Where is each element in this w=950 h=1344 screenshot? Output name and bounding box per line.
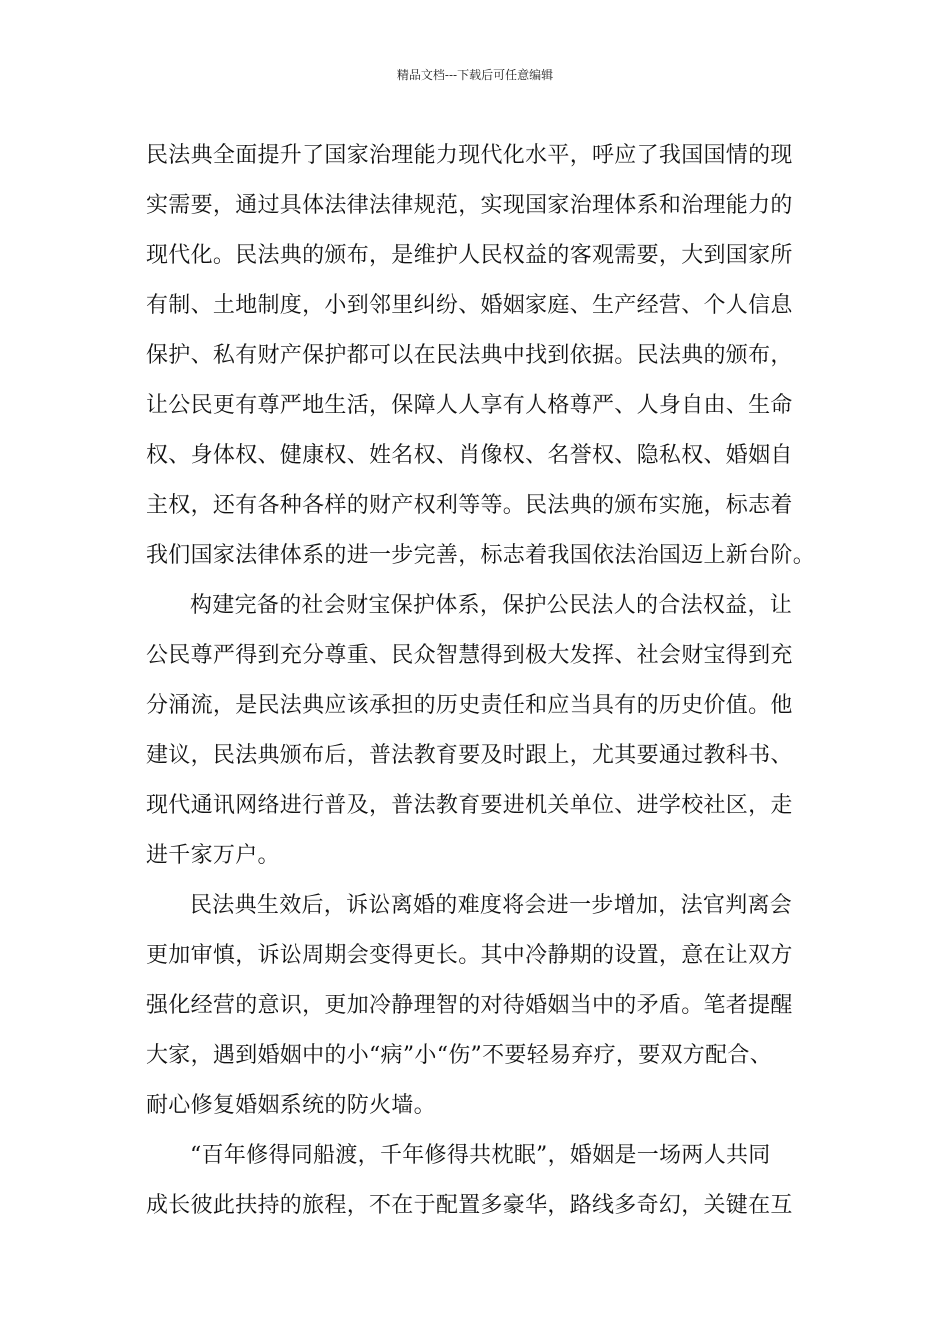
text-line: 现代化。民法典的颁布，是维护人民权益的客观需要，大到国家所	[146, 243, 793, 268]
text-line: 民法典全面提升了国家治理能力现代化水平，呼应了我国国情的现	[146, 143, 793, 168]
text-line: “百年修得同船渡，千年修得共枕眠”，婚姻是一场两人共同	[190, 1143, 771, 1168]
text-line: 保护、私有财产保护都可以在民法典中找到依据。民法典的颁布，	[146, 343, 793, 368]
text-line: 耐心修复婚姻系统的防火墙。	[146, 1093, 436, 1118]
text-line: 构建完备的社会财宝保护体系，保护公民法人的合法权益，让	[190, 593, 793, 618]
text-line: 实需要，通过具体法律法律规范，实现国家治理体系和治理能力的	[146, 193, 793, 218]
text-line: 更加审慎，诉讼周期会变得更长。其中冷静期的设置，意在让双方	[146, 943, 793, 968]
text-line: 有制、土地制度，小到邻里纠纷、婚姻家庭、生产经营、个人信息	[146, 293, 793, 318]
text-line: 成长彼此扶持的旅程，不在于配置多豪华，路线多奇幻，关键在互	[146, 1193, 793, 1218]
text-line: 分涌流，是民法典应该承担的历史责任和应当具有的历史价值。他	[146, 693, 793, 718]
document-body	[146, 131, 818, 1231]
text-line: 现代通讯网络进行普及，普法教育要进机关单位、进学校社区，走	[146, 793, 793, 818]
text-line: 民法典生效后，诉讼离婚的难度将会进一步增加，法官判离会	[190, 893, 793, 918]
text-line: 公民尊严得到充分尊重、民众智慧得到极大发挥、社会财宝得到充	[146, 643, 793, 668]
text-line: 建议，民法典颁布后，普法教育要及时跟上，尤其要通过教科书、	[146, 743, 793, 768]
text-line: 大家，遇到婚姻中的小“病”小“伤”不要轻易弃疗，要双方配合、	[146, 1043, 772, 1068]
text-line: 权、身体权、健康权、姓名权、肖像权、名誉权、隐私权、婚姻自	[146, 443, 793, 468]
paragraph-3	[146, 881, 818, 1131]
paragraph-2	[146, 581, 818, 881]
paragraph-4	[146, 1131, 818, 1231]
paragraph-1	[146, 131, 818, 581]
text-line: 让公民更有尊严地生活，保障人人享有人格尊严、人身自由、生命	[146, 393, 793, 418]
page-header: 精品文档---下载后可任意编辑	[396, 68, 554, 82]
text-line: 我们国家法律体系的进一步完善，标志着我国依法治国迈上新台阶。	[146, 543, 816, 568]
text-line: 进千家万户。	[146, 843, 280, 868]
text-line: 强化经营的意识，更加冷静理智的对待婚姻当中的矛盾。笔者提醒	[146, 993, 793, 1018]
text-line: 主权，还有各种各样的财产权利等等。民法典的颁布实施，标志着	[146, 493, 793, 518]
